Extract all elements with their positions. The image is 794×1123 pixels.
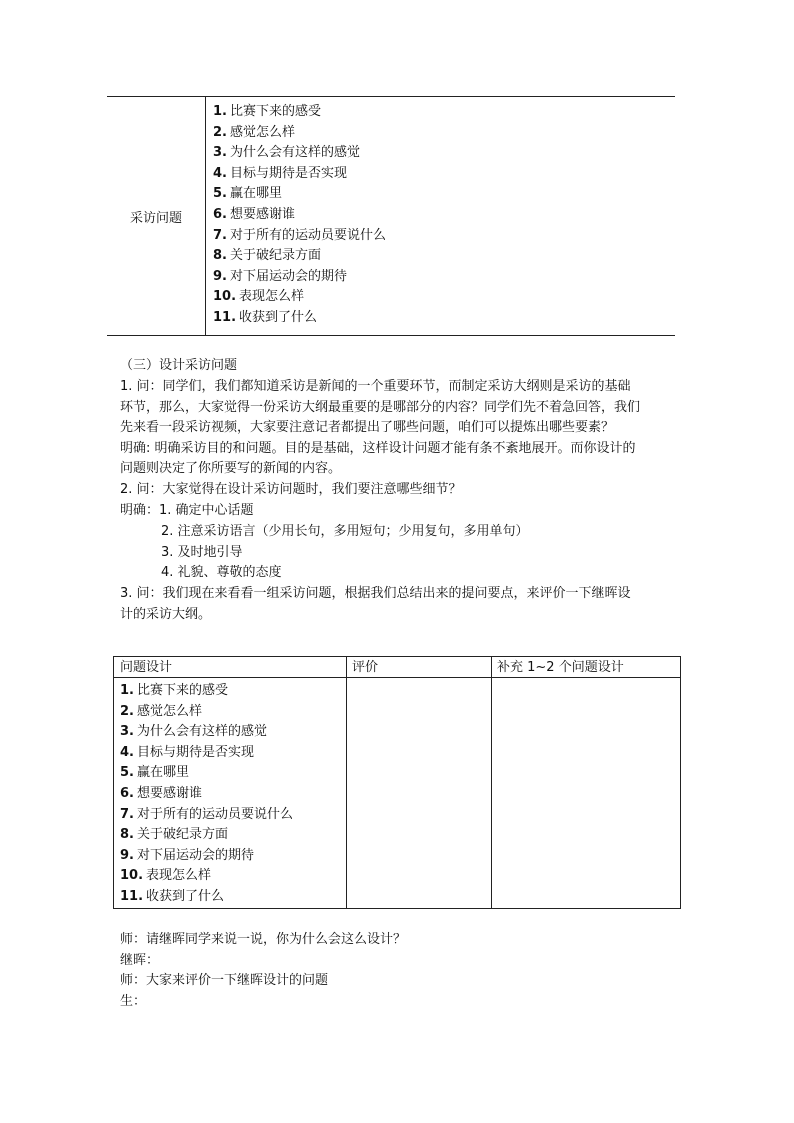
answer-item: 4. 礼貌、尊敬的态度 — [161, 565, 282, 581]
item-text: 目标与期待是否实现 — [136, 744, 254, 760]
list-item — [120, 784, 293, 805]
interview-questions-table — [107, 96, 675, 336]
dialogue-block — [120, 930, 406, 1012]
list-item — [213, 246, 386, 267]
item-number: 1. — [213, 104, 227, 119]
item-number: 11. — [213, 309, 237, 325]
list-item — [120, 681, 293, 702]
item-text: 收获到了什么 — [146, 888, 225, 904]
answer-block — [120, 501, 680, 522]
list-item — [213, 308, 386, 329]
paragraph-line: 问题则决定了你所要写的新闻的内容。 — [120, 461, 342, 477]
item-text: 对于所有的运动员要说什么 — [136, 806, 293, 822]
answer-item: 2. 注意采访语言（少用长句，多用短句；少用复句，多用单句） — [161, 524, 529, 539]
paragraph-line: 3. 问：我们现在来看看一组采访问题，根据我们总结出来的提问要点，来评价一下继晖设 — [120, 586, 631, 601]
question-list — [120, 681, 293, 908]
list-item — [120, 763, 293, 784]
item-number: 7. — [120, 806, 134, 822]
dialogue-line: 生： — [120, 993, 147, 1009]
item-number: 10. — [120, 868, 144, 884]
evaluation-table — [113, 656, 681, 909]
answer-label: 明确： — [120, 503, 160, 518]
item-text: 关于破纪录方面 — [229, 248, 321, 264]
item-text: 表现怎么样 — [239, 289, 305, 305]
item-number: 5. — [120, 765, 134, 781]
item-text: 目标与期待是否实现 — [229, 165, 347, 181]
item-text: 赢在哪里 — [229, 186, 282, 202]
list-item — [213, 226, 386, 247]
paragraph-line: 计的采访大纲。 — [120, 606, 212, 622]
dialogue-line: 师：大家来评价一下继晖设计的问题 — [120, 973, 329, 989]
item-number: 9. — [120, 847, 134, 863]
item-text: 关于破纪录方面 — [136, 827, 228, 843]
item-text: 想要感谢谁 — [229, 206, 295, 222]
list-item — [213, 143, 386, 164]
item-text: 为什么会有这样的感觉 — [136, 724, 267, 740]
answer-item: 1. 确定中心话题 — [159, 503, 254, 518]
list-item — [120, 846, 293, 867]
item-text: 比赛下来的感受 — [229, 104, 321, 119]
dialogue-line: 继晖： — [120, 952, 160, 968]
item-number: 6. — [120, 785, 134, 801]
list-item — [120, 805, 293, 826]
column-divider — [346, 657, 347, 908]
item-number: 4. — [120, 744, 134, 760]
answer-item: 3. 及时地引导 — [161, 544, 243, 560]
item-number: 5. — [213, 186, 227, 202]
item-number: 3. — [120, 724, 134, 740]
question-2: 2. 问：大家觉得在设计采访问题时，我们要注意哪些细节？ — [120, 482, 462, 497]
item-number: 2. — [120, 703, 134, 719]
paragraph-line: 明确: 明确采访目的和问题。目的是基础，这样设计问题才能有条不紊地展开。而你设计的 — [120, 440, 636, 456]
column-divider — [491, 657, 492, 908]
list-item — [213, 267, 386, 288]
header-supplement: 补充 1~2 个问题设计 — [497, 660, 624, 675]
list-item — [213, 164, 386, 185]
item-text: 为什么会有这样的感觉 — [229, 145, 360, 161]
paragraph-line: 1. 问：同学们，我们都知道采访是新闻的一个重要环节，而制定采访大纲则是采访的基础 — [120, 379, 631, 394]
item-number: 6. — [213, 206, 227, 222]
list-item — [120, 887, 293, 908]
item-text: 对下届运动会的期待 — [229, 268, 347, 284]
list-item — [120, 722, 293, 743]
item-text: 感觉怎么样 — [229, 124, 295, 140]
paragraph-line: 环节，那么，大家觉得一份采访大纲最重要的是哪部分的内容？同学们先不着急回答，我们 — [120, 399, 641, 415]
question-list — [213, 102, 386, 329]
list-item — [213, 123, 386, 144]
list-item — [120, 866, 293, 887]
item-text: 收获到了什么 — [239, 309, 318, 325]
list-item — [120, 825, 293, 846]
item-number: 9. — [213, 268, 227, 284]
item-number: 8. — [213, 248, 227, 264]
question-3-paragraph — [120, 584, 680, 625]
table-row-label: 采访问题 — [129, 211, 182, 226]
item-text: 对下届运动会的期待 — [136, 847, 254, 863]
item-number: 1. — [120, 683, 134, 698]
item-text: 对于所有的运动员要说什么 — [229, 227, 386, 243]
header-question-design: 问题设计 — [120, 660, 173, 675]
list-item — [120, 702, 293, 723]
item-text: 赢在哪里 — [136, 765, 189, 781]
header-evaluation: 评价 — [352, 660, 379, 675]
answer-list — [161, 522, 681, 584]
question-1-paragraph — [120, 377, 680, 480]
list-item — [213, 184, 386, 205]
item-text: 比赛下来的感受 — [136, 683, 228, 698]
list-item — [120, 743, 293, 764]
item-number: 4. — [213, 165, 227, 181]
item-number: 2. — [213, 124, 227, 140]
section-heading: （三）设计采访问题 — [120, 358, 238, 373]
item-number: 3. — [213, 145, 227, 161]
list-item — [213, 205, 386, 226]
item-number: 11. — [120, 888, 144, 904]
item-text: 想要感谢谁 — [136, 785, 202, 801]
item-number: 10. — [213, 289, 237, 305]
item-text: 感觉怎么样 — [136, 703, 202, 719]
item-text: 表现怎么样 — [146, 868, 212, 884]
item-number: 7. — [213, 227, 227, 243]
table-divider — [205, 97, 206, 335]
list-item — [213, 102, 386, 123]
list-item — [213, 287, 386, 308]
item-number: 8. — [120, 827, 134, 843]
dialogue-line: 师：请继晖同学来说一说，你为什么会这么设计？ — [120, 932, 407, 947]
paragraph-line: 先来看一段采访视频，大家要注意记者都提出了哪些问题，咱们可以提炼出哪些要素？ — [120, 420, 615, 436]
